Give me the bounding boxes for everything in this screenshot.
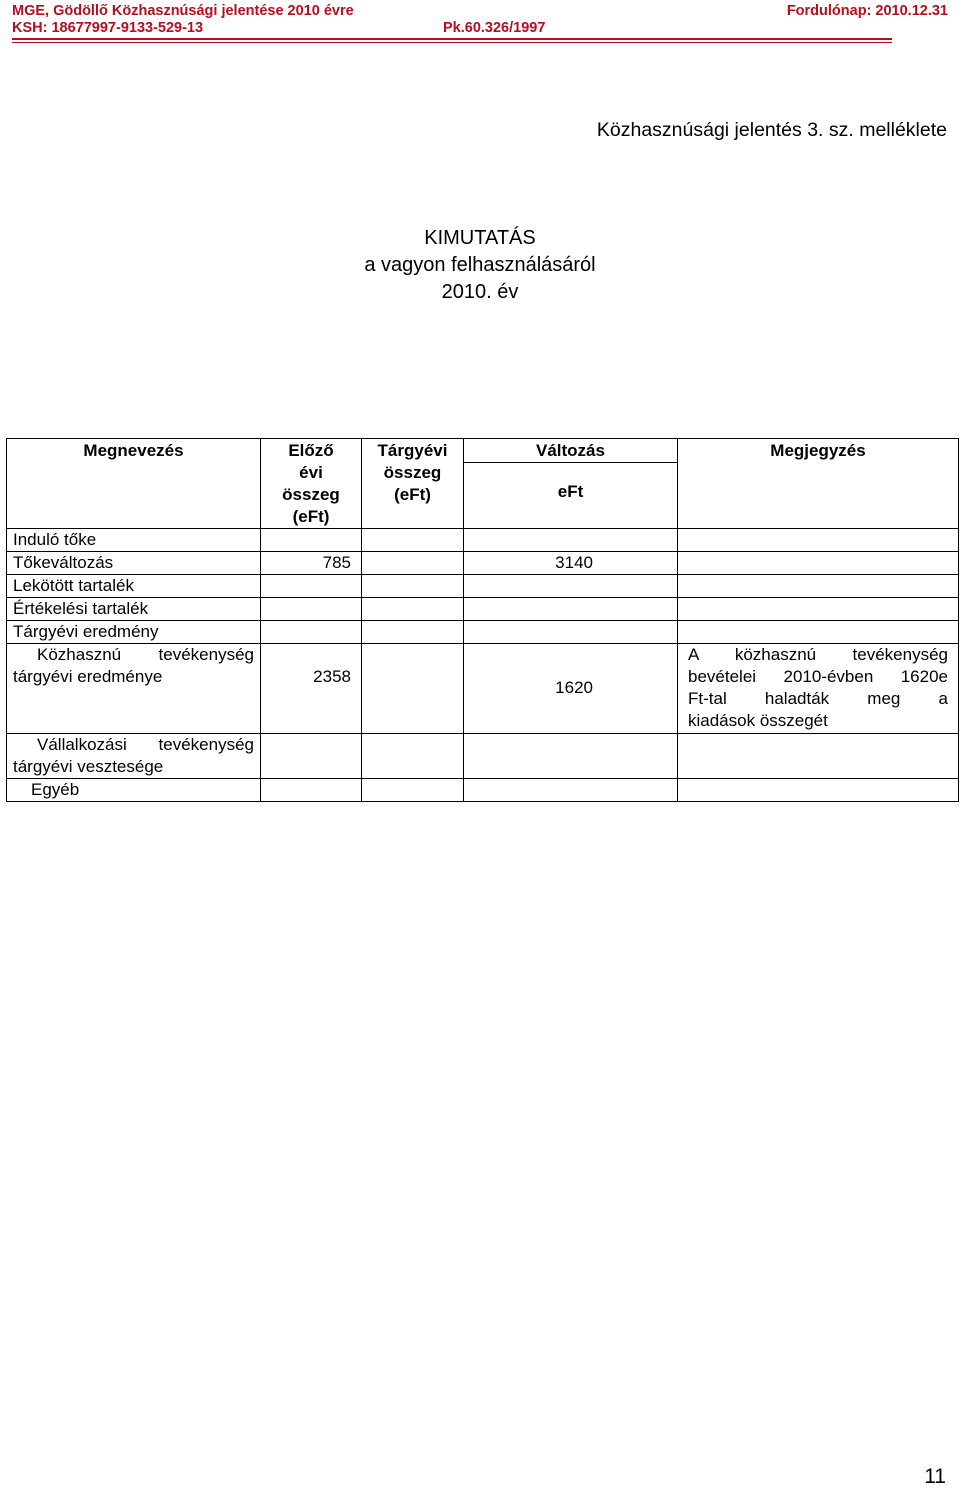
row-change bbox=[464, 529, 678, 552]
row-curr bbox=[362, 598, 464, 621]
col-header-previous: Előző évi összeg (eFt) bbox=[261, 439, 362, 529]
row-note bbox=[678, 598, 959, 621]
table-row bbox=[7, 575, 959, 598]
header-closing-date: Fordulónap: 2010.12.31 bbox=[786, 3, 948, 19]
row-prev bbox=[261, 598, 362, 621]
header-rule bbox=[12, 38, 892, 40]
row-change bbox=[464, 598, 678, 621]
row-note: A közhasznú tevékenység bevételei 2010-évben 1620e Ft-tal haladták meg a kiadások összegét bbox=[678, 644, 959, 734]
col-header-note: Megjegyzés bbox=[678, 439, 959, 529]
col-header-change: Változás bbox=[464, 439, 678, 463]
table-row bbox=[7, 621, 959, 644]
row-note bbox=[678, 779, 959, 802]
header-ksh-number: KSH: 18677997-9133-529-13 bbox=[12, 20, 204, 36]
row-note bbox=[678, 552, 959, 575]
row-name: Értékelési tartalék bbox=[7, 598, 261, 621]
document-subtitle: a vagyon felhasználásáról bbox=[364, 254, 596, 276]
table-row bbox=[7, 644, 959, 734]
table-header-row bbox=[7, 439, 959, 463]
row-curr bbox=[362, 575, 464, 598]
row-note bbox=[678, 529, 959, 552]
document-title: KIMUTATÁS bbox=[424, 227, 536, 249]
col-header-change-unit: eFt bbox=[464, 463, 678, 529]
row-change bbox=[464, 621, 678, 644]
row-prev bbox=[261, 779, 362, 802]
table-row bbox=[7, 779, 959, 802]
row-curr bbox=[362, 734, 464, 779]
asset-usage-table bbox=[6, 438, 959, 802]
row-name: Tárgyévi eredmény bbox=[7, 621, 261, 644]
row-prev: 785 bbox=[261, 552, 362, 575]
header-line-1 bbox=[12, 3, 948, 21]
row-curr bbox=[362, 621, 464, 644]
row-change bbox=[464, 779, 678, 802]
row-name: Közhasznú tevékenység tárgyévi eredménye bbox=[7, 644, 261, 734]
document-year: 2010. év bbox=[441, 281, 519, 303]
table-row bbox=[7, 598, 959, 621]
table-row bbox=[7, 529, 959, 552]
row-curr bbox=[362, 779, 464, 802]
col-header-current: Tárgyévi összeg (eFt) bbox=[362, 439, 464, 529]
row-name: Lekötött tartalék bbox=[7, 575, 261, 598]
col-header-name: Megnevezés bbox=[7, 439, 261, 529]
row-prev bbox=[261, 575, 362, 598]
header-court-number: Pk.60.326/1997 bbox=[443, 20, 546, 36]
row-change bbox=[464, 734, 678, 779]
row-note bbox=[678, 575, 959, 598]
header-title: MGE, Gödöllő Közhasznúsági jelentése 2010 évre bbox=[12, 3, 354, 19]
row-prev: 2358 bbox=[261, 644, 362, 734]
row-change: 3140 bbox=[464, 552, 678, 575]
row-prev bbox=[261, 529, 362, 552]
row-prev bbox=[261, 734, 362, 779]
table-row bbox=[7, 552, 959, 575]
table-row bbox=[7, 734, 959, 779]
row-curr bbox=[362, 644, 464, 734]
row-prev bbox=[261, 621, 362, 644]
row-change: 1620 bbox=[464, 644, 678, 734]
row-name: Vállalkozási tevékenység tárgyévi vesztesége bbox=[7, 734, 261, 779]
row-curr bbox=[362, 552, 464, 575]
page-number: 11 bbox=[924, 1465, 946, 1488]
row-note bbox=[678, 734, 959, 779]
row-name: Egyéb bbox=[7, 779, 261, 802]
annex-label: Közhasznúsági jelentés 3. sz. melléklete bbox=[596, 119, 947, 141]
row-change bbox=[464, 575, 678, 598]
row-name: Tőkeváltozás bbox=[7, 552, 261, 575]
row-name: Induló tőke bbox=[7, 529, 261, 552]
row-note bbox=[678, 621, 959, 644]
header-line-2 bbox=[12, 20, 948, 38]
row-curr bbox=[362, 529, 464, 552]
header-rule-thin bbox=[12, 42, 892, 43]
